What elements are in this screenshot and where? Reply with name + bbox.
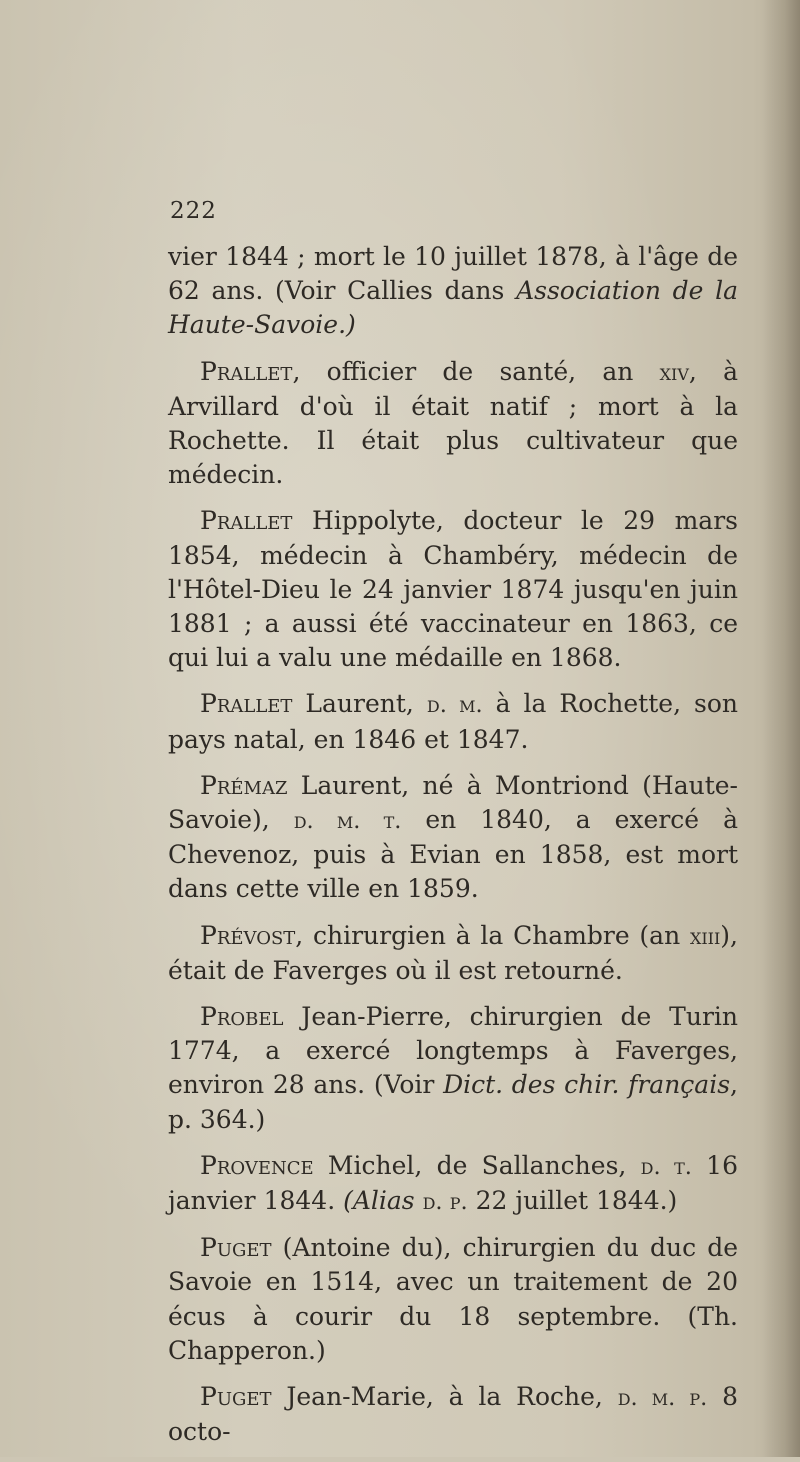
entry-surname: Puget [200,1382,272,1412]
entry-surname: Prévost [200,920,296,950]
entry-surname: Puget [200,1233,272,1263]
entry-surname: Prallet [200,689,293,719]
entry-surname: Prémaz [200,770,288,800]
continuation-paragraph: vier 1844 ; mort le 10 juillet 1878, à l'âge de 62 ans. (Voir Callies dans Association de la Haute-Savoie.) [168,242,739,340]
entry-surname: Prallet [200,356,293,386]
body-text [168,240,738,1462]
entry-premaz-laurent: Prémaz Laurent, né à Montriond (Haute-Savoie), d. m. t. en 1840, a exercé à Chevenoz, puis à Evian en 1858, est mort dans cette ville en 1859. [168,770,738,904]
entry-prallet-hippolyte: Prallet Hippolyte, docteur le 29 mars 1854, médecin à Chambéry, médecin de l'Hôtel-Dieu le 24 janvier 1874 jusqu'en juin 1881 ; a aussi été vaccinateur en 1863, ce qui lui a valu une médaille en 1868. [168,506,738,673]
entry-surname: Prallet [200,506,293,536]
entry-puget-jean-marie: Puget Jean-Marie, à la Roche, d. m. p. 8 octo- [168,1382,738,1447]
page-edge-shadow [762,0,800,1457]
page-number: 222 [170,198,217,224]
entry-provence-michel: Provence Michel, de Sallanches, d. t. 16 janvier 1844. (Alias d. p. 22 juillet 1844.) [168,1150,738,1216]
entry-prevost: Prévost, chirurgien à la Chambre (an xiii), était de Faverges où il est retourné. [168,920,738,985]
entry-surname: Probel [200,1002,284,1032]
entry-prallet-officier: Prallet, officier de santé, an xiv, à Arvillard d'où il était natif ; mort à la Rochette. Il était plus cultivateur que médecin. [168,356,738,490]
entry-probel-jean-pierre: Probel Jean-Pierre, chirurgien de Turin 1774, a exercé longtemps à Faverges, environ 28 ans. (Voir Dict. des chir. français, p. 364.) [168,1002,738,1134]
entry-puget-antoine: Puget (Antoine du), chirurgien du duc de Savoie en 1514, avec un traitement de 20 écus à courir du 18 septembre. (Th. Chapperon.) [168,1233,738,1365]
entry-surname: Provence [200,1150,314,1180]
entry-prallet-laurent: Prallet Laurent, d. m. à la Rochette, son pays natal, en 1846 et 1847. [168,689,738,754]
